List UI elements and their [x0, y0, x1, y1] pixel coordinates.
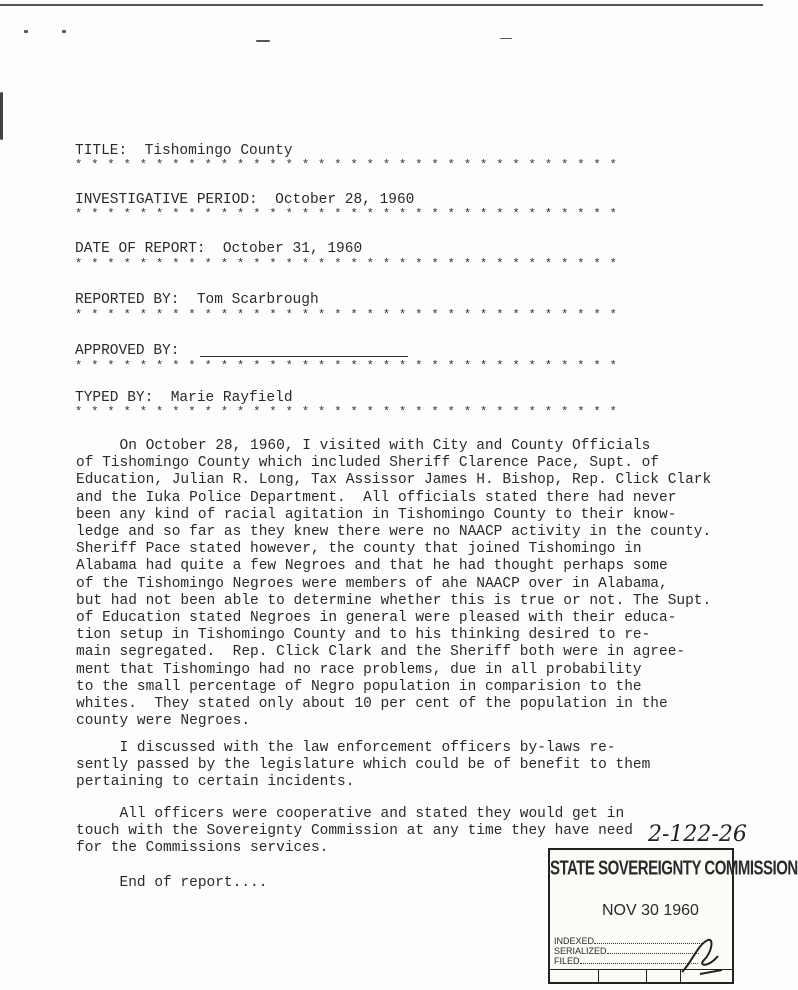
date-of-report-field: DATE OF REPORT: October 31, 1960 — [75, 241, 363, 257]
stamp-line-serialized: SERIALIZED — [554, 946, 704, 956]
reported-by-field: REPORTED BY: Tom Scarbrough — [75, 292, 319, 308]
star-divider: * * * * * * * * * * * * * * * * * * * * * * * * * * * * * * * * * * — [75, 405, 618, 419]
typed-by-field: TYPED BY: Marie Rayfield — [75, 390, 293, 406]
star-divider: * * * * * * * * * * * * * * * * * * * * * * * * * * * * * * * * * * — [75, 359, 618, 373]
stamp-title: STATE SOVEREIGNTY COMMISSION — [550, 857, 798, 880]
commission-stamp — [548, 848, 798, 984]
approved-by-field: APPROVED BY: — [75, 343, 180, 359]
handwritten-file-number: 2-122-26 — [648, 822, 747, 847]
top-edge-rule — [0, 4, 763, 6]
stamp-bottom-bar — [550, 969, 732, 982]
star-divider: * * * * * * * * * * * * * * * * * * * * * * * * * * * * * * * * * * — [75, 158, 618, 172]
star-divider: * * * * * * * * * * * * * * * * * * * * * * * * * * * * * * * * * * — [75, 257, 618, 271]
speck — [62, 30, 66, 33]
speck — [24, 30, 28, 33]
investigative-period-field: INVESTIGATIVE PERIOD: October 28, 1960 — [75, 192, 415, 208]
end-of-report: End of report.... — [76, 875, 268, 891]
stamp-line-indexed: INDEXED — [554, 936, 704, 946]
star-divider: * * * * * * * * * * * * * * * * * * * * * * * * * * * * * * * * * * — [75, 207, 618, 221]
title-field: TITLE: Tishomingo County — [75, 143, 293, 159]
report-paragraph-1: On October 28, 1960, I visited with City and County Officials of Tishomingo County which included Sheriff Clarence Pace, Supt. of Education, Julian R. Long, Tax Assissor James H. Bishop, Rep. Click Clark and the Iuka Police Department. All officials stated there had never been any kind of racial agitation in Tishomingo County to their know- ledge and so far as they knew there were no NAACP activity in the county. Sheriff Pace stated however, the county that joined Tishomingo in Alabama had quite a few Negroes and that he had thought perhaps some of the Tishomingo Negroes were members of ahe NAACP over in Alabama, but had not been able to determine whether this is true or not. The Supt. of Education stated Negroes in general were pleased with their educa- tion setup in Tishomingo County and to his thinking desired to re- main segregated. Rep. Click Clark and the Sheriff both were in agree- ment that Tishomingo had no race problems, due in all probability to the small percentage of Negro population in comparision to the whites. They stated only about 10 per cent of the population in the county were Negroes. — [76, 438, 712, 730]
speck — [500, 38, 512, 39]
approval-signature-line — [200, 356, 408, 357]
report-paragraph-2: I discussed with the law enforcement officers by-laws re- sently passed by the legislature which could be of benefit to them pertaining to certain incidents. — [76, 740, 651, 791]
stamp-date: NOV 30 1960 — [602, 902, 699, 919]
stamp-line-filed: FILED — [554, 956, 704, 966]
margin-mark — [0, 92, 3, 140]
speck — [256, 40, 270, 42]
star-divider: * * * * * * * * * * * * * * * * * * * * * * * * * * * * * * * * * * — [75, 308, 618, 322]
report-paragraph-3: All officers were cooperative and stated they would get in touch with the Sovereignty Commission at any time they have need for the Commissions services. — [76, 806, 633, 857]
